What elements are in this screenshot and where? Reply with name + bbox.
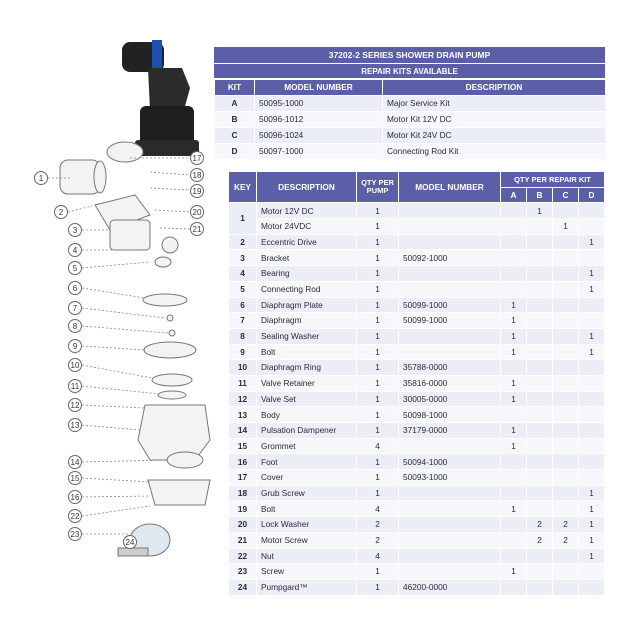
part-model — [399, 203, 501, 219]
part-qty: 1 — [357, 219, 399, 235]
part-kit-b — [527, 423, 553, 439]
part-kit-c — [553, 391, 579, 407]
callout-11: 11 — [68, 379, 82, 393]
kit-row — [215, 144, 606, 160]
kit-description: Motor Kit 24V DC — [383, 128, 606, 144]
part-key: 13 — [229, 407, 257, 423]
part-description: Valve Set — [257, 391, 357, 407]
part-kit-a — [501, 517, 527, 533]
kits-header-kit: KIT — [215, 80, 255, 96]
part-kit-a: 1 — [501, 328, 527, 344]
part-kit-b — [527, 281, 553, 297]
part-kit-c — [553, 344, 579, 360]
part-description: Sealing Washer — [257, 328, 357, 344]
callout-6: 6 — [68, 281, 82, 295]
part-description: Motor Screw — [257, 532, 357, 548]
part-description: Bolt — [257, 501, 357, 517]
part-qty: 1 — [357, 281, 399, 297]
callout-15: 15 — [68, 471, 82, 485]
part-kit-c — [553, 297, 579, 313]
parts-row — [229, 423, 605, 439]
part-key: 10 — [229, 360, 257, 376]
parts-header-d: D — [579, 187, 605, 203]
part-kit-d — [579, 360, 605, 376]
parts-row — [229, 360, 605, 376]
kit-row — [215, 128, 606, 144]
part-kit-c — [553, 266, 579, 282]
part-qty: 1 — [357, 360, 399, 376]
parts-row — [229, 407, 605, 423]
callout-17: 17 — [190, 151, 204, 165]
part-description: Bearing — [257, 266, 357, 282]
part-key: 15 — [229, 438, 257, 454]
kit-row — [215, 112, 606, 128]
part-kit-a — [501, 219, 527, 235]
part-qty: 4 — [357, 438, 399, 454]
part-description: Motor 24VDC — [257, 219, 357, 235]
part-kit-a — [501, 548, 527, 564]
callout-18: 18 — [190, 168, 204, 182]
kit-letter: A — [215, 96, 255, 112]
part-kit-c — [553, 470, 579, 486]
part-description: Lock Washer — [257, 517, 357, 533]
part-description: Cover — [257, 470, 357, 486]
part-description: Pumpgard™ — [257, 579, 357, 595]
parts-row — [229, 250, 605, 266]
part-kit-b — [527, 470, 553, 486]
part-description: Valve Retainer — [257, 375, 357, 391]
parts-row — [229, 548, 605, 564]
part-kit-b: 1 — [527, 203, 553, 219]
part-kit-b — [527, 344, 553, 360]
part-qty: 1 — [357, 485, 399, 501]
part-kit-a — [501, 266, 527, 282]
part-model: 37179-0000 — [399, 423, 501, 439]
part-key: 2 — [229, 234, 257, 250]
part-description: Connecting Rod — [257, 281, 357, 297]
part-kit-d — [579, 579, 605, 595]
part-description: Screw — [257, 564, 357, 580]
part-model: 46200-0000 — [399, 579, 501, 595]
callout-1: 1 — [34, 171, 48, 185]
part-kit-c: 1 — [553, 219, 579, 235]
part-key: 17 — [229, 470, 257, 486]
part-key: 12 — [229, 391, 257, 407]
part-kit-d — [579, 391, 605, 407]
part-kit-a: 1 — [501, 313, 527, 329]
part-qty: 1 — [357, 266, 399, 282]
part-kit-a: 1 — [501, 297, 527, 313]
part-kit-b: 2 — [527, 532, 553, 548]
part-key: 18 — [229, 485, 257, 501]
part-kit-d — [579, 564, 605, 580]
callout-23: 23 — [68, 527, 82, 541]
part-kit-b — [527, 375, 553, 391]
part-kit-d — [579, 423, 605, 439]
part-model — [399, 564, 501, 580]
part-kit-b — [527, 266, 553, 282]
part-qty: 1 — [357, 250, 399, 266]
part-description: Foot — [257, 454, 357, 470]
part-kit-c — [553, 281, 579, 297]
part-kit-c — [553, 250, 579, 266]
part-kit-b — [527, 564, 553, 580]
parts-header-c: C — [553, 187, 579, 203]
parts-row — [229, 470, 605, 486]
part-description: Diaphragm Plate — [257, 297, 357, 313]
parts-header-row — [229, 172, 605, 188]
repair-kits-table — [214, 79, 606, 160]
part-kit-b — [527, 407, 553, 423]
parts-row — [229, 281, 605, 297]
parts-row — [229, 391, 605, 407]
part-kit-d — [579, 297, 605, 313]
part-description: Bolt — [257, 344, 357, 360]
parts-row — [229, 234, 605, 250]
part-kit-a: 1 — [501, 375, 527, 391]
callout-4: 4 — [68, 243, 82, 257]
part-key: 14 — [229, 423, 257, 439]
part-kit-c: 2 — [553, 532, 579, 548]
parts-header-description: DESCRIPTION — [257, 172, 357, 203]
part-key: 9 — [229, 344, 257, 360]
parts-row — [229, 375, 605, 391]
part-description: Grub Screw — [257, 485, 357, 501]
part-kit-b: 2 — [527, 517, 553, 533]
part-kit-b — [527, 234, 553, 250]
callout-10: 10 — [68, 358, 82, 372]
part-qty: 1 — [357, 391, 399, 407]
part-model — [399, 219, 501, 235]
part-kit-a: 1 — [501, 391, 527, 407]
part-key: 20 — [229, 517, 257, 533]
part-kit-d — [579, 219, 605, 235]
part-model — [399, 281, 501, 297]
kit-row — [215, 96, 606, 112]
part-model — [399, 344, 501, 360]
part-kit-b — [527, 454, 553, 470]
part-key: 8 — [229, 328, 257, 344]
part-kit-a: 1 — [501, 344, 527, 360]
part-model: 30005-0000 — [399, 391, 501, 407]
part-kit-d — [579, 454, 605, 470]
parts-header-b: B — [527, 187, 553, 203]
part-qty: 1 — [357, 203, 399, 219]
part-description: Grommet — [257, 438, 357, 454]
part-kit-a: 1 — [501, 501, 527, 517]
part-kit-d — [579, 470, 605, 486]
part-model: 50094-1000 — [399, 454, 501, 470]
part-key: 19 — [229, 501, 257, 517]
part-model — [399, 438, 501, 454]
part-kit-b — [527, 485, 553, 501]
part-kit-a — [501, 203, 527, 219]
part-kit-d: 1 — [579, 328, 605, 344]
part-kit-c — [553, 423, 579, 439]
part-kit-c — [553, 564, 579, 580]
part-kit-b — [527, 219, 553, 235]
part-key: 5 — [229, 281, 257, 297]
part-key: 16 — [229, 454, 257, 470]
part-kit-d — [579, 375, 605, 391]
callout-7: 7 — [68, 301, 82, 315]
part-description: Eccentric Drive — [257, 234, 357, 250]
part-key: 24 — [229, 579, 257, 595]
callout-3: 3 — [68, 223, 82, 237]
part-kit-d — [579, 313, 605, 329]
part-key: 7 — [229, 313, 257, 329]
part-kit-b — [527, 328, 553, 344]
part-model — [399, 328, 501, 344]
part-kit-c — [553, 360, 579, 376]
kits-header-description: DESCRIPTION — [383, 80, 606, 96]
part-kit-c — [553, 501, 579, 517]
part-kit-b — [527, 501, 553, 517]
part-kit-a — [501, 407, 527, 423]
part-kit-d — [579, 250, 605, 266]
part-kit-a — [501, 250, 527, 266]
part-model: 50099-1000 — [399, 297, 501, 313]
part-qty: 1 — [357, 564, 399, 580]
part-description: Diaphragm Ring — [257, 360, 357, 376]
parts-row — [229, 564, 605, 580]
pump-photo — [122, 40, 199, 156]
part-kit-d: 1 — [579, 532, 605, 548]
part-kit-d: 1 — [579, 266, 605, 282]
callout-13: 13 — [68, 418, 82, 432]
part-qty: 1 — [357, 234, 399, 250]
part-model: 35788-0000 — [399, 360, 501, 376]
kit-model: 50097-1000 — [255, 144, 383, 160]
part-key: 1 — [229, 203, 257, 234]
callout-19: 19 — [190, 184, 204, 198]
part-kit-a — [501, 579, 527, 595]
parts-header-qty-kit: QTY PER REPAIR KIT — [501, 172, 605, 188]
part-model — [399, 548, 501, 564]
callout-14: 14 — [68, 455, 82, 469]
part-kit-b — [527, 579, 553, 595]
part-model — [399, 532, 501, 548]
part-key: 21 — [229, 532, 257, 548]
parts-row — [229, 297, 605, 313]
part-qty: 1 — [357, 375, 399, 391]
part-qty: 2 — [357, 532, 399, 548]
part-kit-c — [553, 328, 579, 344]
part-kit-d: 1 — [579, 344, 605, 360]
kit-description: Motor Kit 12V DC — [383, 112, 606, 128]
part-qty: 1 — [357, 313, 399, 329]
part-qty: 1 — [357, 344, 399, 360]
part-kit-c — [553, 407, 579, 423]
parts-header-qty: QTY PER PUMP — [357, 172, 399, 203]
part-kit-d: 1 — [579, 485, 605, 501]
part-kit-b — [527, 548, 553, 564]
part-kit-b — [527, 297, 553, 313]
part-kit-d: 1 — [579, 548, 605, 564]
parts-row — [229, 344, 605, 360]
part-description: Motor 12V DC — [257, 203, 357, 219]
parts-row — [229, 313, 605, 329]
part-qty: 1 — [357, 423, 399, 439]
part-kit-a: 1 — [501, 423, 527, 439]
part-kit-c — [553, 313, 579, 329]
kit-model: 50095-1000 — [255, 96, 383, 112]
part-description: Nut — [257, 548, 357, 564]
part-key: 3 — [229, 250, 257, 266]
part-key: 11 — [229, 375, 257, 391]
part-key: 4 — [229, 266, 257, 282]
part-kit-b — [527, 360, 553, 376]
part-kit-a: 1 — [501, 564, 527, 580]
part-kit-c — [553, 454, 579, 470]
part-key: 6 — [229, 297, 257, 313]
part-kit-a: 1 — [501, 438, 527, 454]
parts-header-key: KEY — [229, 172, 257, 203]
part-qty: 2 — [357, 517, 399, 533]
part-kit-a — [501, 454, 527, 470]
part-kit-c — [553, 548, 579, 564]
part-description: Body — [257, 407, 357, 423]
kits-header-model: MODEL NUMBER — [255, 80, 383, 96]
part-model: 50098-1000 — [399, 407, 501, 423]
part-qty: 4 — [357, 548, 399, 564]
callout-22: 22 — [68, 509, 82, 523]
part-kit-a — [501, 281, 527, 297]
part-model — [399, 517, 501, 533]
part-kit-b — [527, 438, 553, 454]
parts-row — [229, 203, 605, 219]
part-kit-b — [527, 313, 553, 329]
part-model — [399, 266, 501, 282]
part-kit-a — [501, 234, 527, 250]
part-kit-b — [527, 391, 553, 407]
part-kit-a — [501, 485, 527, 501]
parts-header-a: A — [501, 187, 527, 203]
parts-row — [229, 266, 605, 282]
callout-16: 16 — [68, 490, 82, 504]
part-model: 50093-1000 — [399, 470, 501, 486]
part-key: 23 — [229, 564, 257, 580]
part-kit-c — [553, 203, 579, 219]
parts-header-model: MODEL NUMBER — [399, 172, 501, 203]
part-description: Diaphragm — [257, 313, 357, 329]
part-key: 22 — [229, 548, 257, 564]
parts-row — [229, 517, 605, 533]
part-model — [399, 485, 501, 501]
part-qty: 1 — [357, 454, 399, 470]
callout-9: 9 — [68, 339, 82, 353]
kit-letter: D — [215, 144, 255, 160]
part-kit-d: 1 — [579, 234, 605, 250]
callout-2: 2 — [54, 205, 68, 219]
part-kit-d: 1 — [579, 517, 605, 533]
kit-letter: C — [215, 128, 255, 144]
callout-21: 21 — [190, 222, 204, 236]
part-model: 35816-0000 — [399, 375, 501, 391]
parts-row — [229, 485, 605, 501]
parts-row — [229, 328, 605, 344]
part-model: 50099-1000 — [399, 313, 501, 329]
callout-20: 20 — [190, 205, 204, 219]
part-model: 50092-1000 — [399, 250, 501, 266]
part-kit-c — [553, 375, 579, 391]
part-kit-d — [579, 438, 605, 454]
part-qty: 1 — [357, 470, 399, 486]
part-model — [399, 234, 501, 250]
part-model — [399, 501, 501, 517]
parts-row — [229, 454, 605, 470]
kits-subtitle: REPAIR KITS AVAILABLE — [214, 64, 605, 78]
parts-table — [228, 171, 605, 596]
part-qty: 1 — [357, 407, 399, 423]
parts-row — [229, 501, 605, 517]
kit-letter: B — [215, 112, 255, 128]
parts-body — [229, 203, 605, 595]
part-kit-c — [553, 579, 579, 595]
callout-8: 8 — [68, 319, 82, 333]
part-qty: 1 — [357, 297, 399, 313]
kit-model: 50096-1024 — [255, 128, 383, 144]
part-description: Bracket — [257, 250, 357, 266]
parts-row — [229, 532, 605, 548]
parts-row — [229, 438, 605, 454]
part-kit-b — [527, 250, 553, 266]
part-qty: 1 — [357, 579, 399, 595]
part-kit-c: 2 — [553, 517, 579, 533]
part-qty: 1 — [357, 328, 399, 344]
parts-row — [229, 219, 605, 235]
part-kit-c — [553, 438, 579, 454]
part-kit-c — [553, 234, 579, 250]
callout-5: 5 — [68, 261, 82, 275]
parts-row — [229, 579, 605, 595]
part-kit-a — [501, 360, 527, 376]
part-qty: 4 — [357, 501, 399, 517]
part-kit-d: 1 — [579, 281, 605, 297]
callout-12: 12 — [68, 398, 82, 412]
part-kit-a — [501, 470, 527, 486]
kits-header-row — [215, 80, 606, 96]
kit-model: 50096-1012 — [255, 112, 383, 128]
kit-description: Connecting Rod Kit — [383, 144, 606, 160]
exploded-pump-diagram — [0, 0, 214, 640]
part-kit-d: 1 — [579, 501, 605, 517]
part-kit-c — [553, 485, 579, 501]
callout-24: 24 — [123, 535, 137, 549]
kit-description: Major Service Kit — [383, 96, 606, 112]
part-description: Pulsation Dampener — [257, 423, 357, 439]
part-kit-d — [579, 203, 605, 219]
page-title: 37202-2 SERIES SHOWER DRAIN PUMP — [214, 47, 605, 63]
part-kit-d — [579, 407, 605, 423]
part-kit-a — [501, 532, 527, 548]
